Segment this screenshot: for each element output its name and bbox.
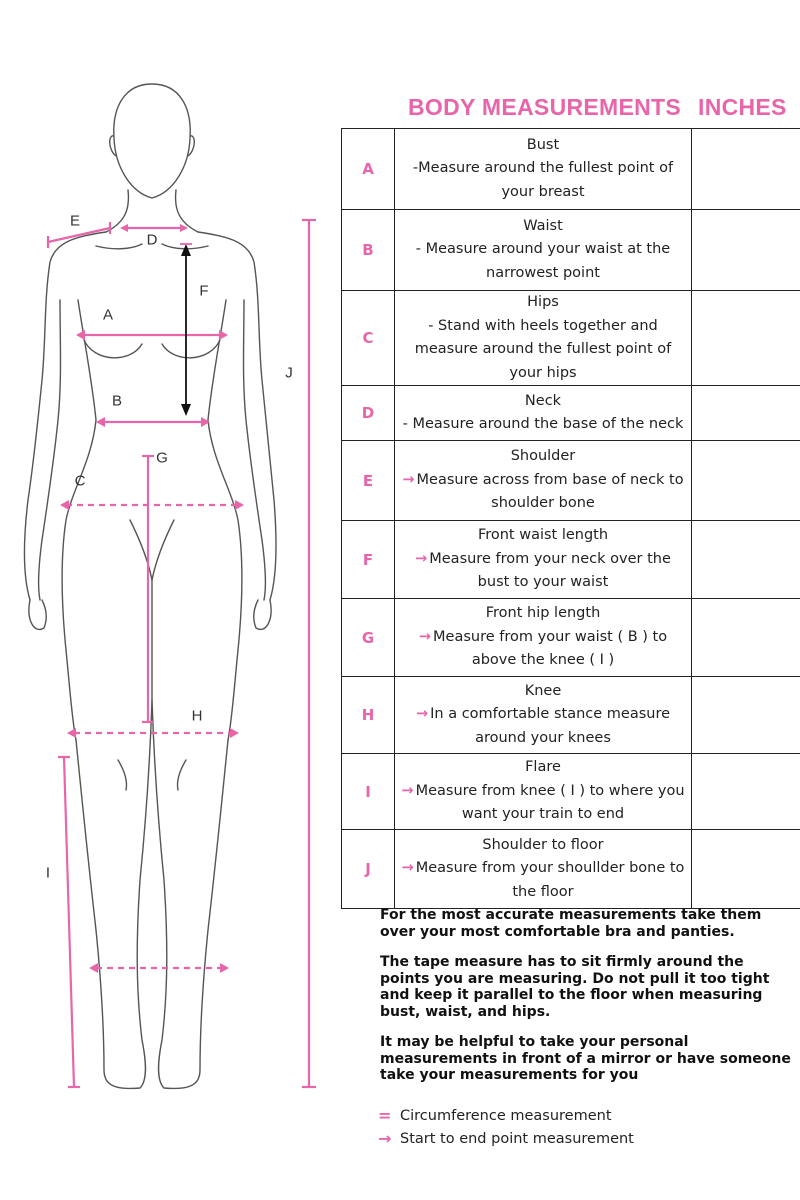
label-e: E: [69, 212, 81, 230]
arrow-icon: →: [402, 471, 415, 488]
row-letter: B: [342, 210, 395, 291]
row-text: → Measure across from base of neck to shoulder bone: [402, 471, 684, 512]
label-b: B: [111, 392, 123, 410]
note-paragraph: The tape measure has to sit firmly around the points you are measuring. Do not pull it too tight and keep it parallel to the floor when measuring bust, waist, and hips.: [380, 954, 770, 1020]
table-row: [342, 677, 800, 754]
label-g: G: [156, 449, 168, 467]
row-description: [395, 754, 692, 830]
arrow-icon: →: [401, 860, 414, 877]
row-letter: C: [342, 291, 395, 386]
table-row: [342, 441, 800, 521]
inches-cell[interactable]: [692, 291, 800, 386]
row-text: → Measure from your neck over the bust to your waist: [415, 550, 671, 591]
equals-icon: =: [378, 1106, 392, 1125]
row-description: [395, 830, 692, 909]
arrow-right-icon: →: [378, 1129, 392, 1148]
row-text: - Stand with heels together and measure around the fullest point of your hips: [414, 317, 672, 381]
note-paragraph: For the most accurate measurements take them over your most comfortable bra and panties.: [380, 907, 762, 940]
row-text: → Measure from your shoullder bone to the floor: [401, 860, 685, 900]
row-description: [395, 677, 692, 754]
row-text: - Measure around the base of the neck: [402, 416, 684, 432]
inches-cell[interactable]: [692, 830, 800, 909]
row-letter: G: [342, 599, 395, 677]
row-title: Bust: [526, 136, 560, 153]
row-description: [395, 210, 692, 291]
body-figure: [0, 0, 340, 1200]
shoulder-line: [48, 228, 110, 242]
front-waist-arrow: [180, 244, 192, 416]
label-c: C: [74, 472, 86, 490]
inches-cell[interactable]: [692, 129, 800, 210]
row-letter: I: [342, 754, 395, 830]
row-letter: H: [342, 677, 395, 754]
row-description: [395, 129, 692, 210]
legend: [378, 1104, 634, 1150]
row-title: Front waist length: [477, 527, 609, 544]
inches-cell[interactable]: [692, 521, 800, 599]
row-title: Front hip length: [485, 605, 601, 622]
row-text: → In a comfortable stance measure around your knees: [415, 706, 671, 746]
row-letter: A: [342, 129, 395, 210]
label-d: D: [146, 231, 158, 249]
row-letter: F: [342, 521, 395, 599]
inches-cell[interactable]: [692, 754, 800, 830]
row-description: [395, 599, 692, 677]
table-row: [342, 210, 800, 291]
inches-cell[interactable]: [692, 210, 800, 291]
row-text: → Measure from knee ( I ) to where you want your train to end: [401, 782, 685, 823]
legend-circumference: [378, 1104, 634, 1127]
legend-start-end-label: Start to end point measurement: [400, 1130, 634, 1147]
inches-cell[interactable]: [692, 386, 800, 441]
body-outline-svg: [0, 0, 340, 1200]
row-description: [395, 291, 692, 386]
row-letter: J: [342, 830, 395, 909]
label-i: I: [45, 864, 51, 882]
row-title: Waist: [523, 217, 563, 234]
arrow-icon: →: [401, 782, 414, 799]
legend-circumference-label: Circumference measurement: [400, 1107, 612, 1124]
row-title: Flare: [525, 759, 561, 776]
measurements-table: [341, 128, 800, 909]
row-description: [395, 441, 692, 521]
table-row: [342, 521, 800, 599]
table-row: [342, 129, 800, 210]
row-title: Hips: [527, 294, 559, 310]
inches-header: INCHES: [698, 94, 787, 120]
note-paragraph: It may be helpful to take your personal measurements in front of a mirror or have someone take your measurements for you: [380, 1034, 791, 1083]
label-h: H: [191, 707, 203, 725]
row-title: Neck: [524, 392, 562, 409]
inches-cell[interactable]: [692, 599, 800, 677]
row-description: [395, 386, 692, 441]
row-letter: D: [342, 386, 395, 441]
table-row: [342, 754, 800, 830]
label-a: A: [102, 306, 114, 324]
legend-start-end: [378, 1127, 634, 1150]
row-text: -Measure around the fullest point of your breast: [412, 160, 674, 200]
flare-line: [64, 757, 74, 1087]
row-letter: E: [342, 441, 395, 521]
row-title: Knee: [524, 682, 562, 699]
row-description: [395, 521, 692, 599]
table-row: [342, 830, 800, 909]
arrow-icon: →: [415, 550, 428, 567]
table-row: [342, 291, 800, 386]
table-title: BODY MEASUREMENTS: [408, 94, 682, 120]
measurement-notes: [380, 907, 792, 1098]
row-title: Shoulder: [510, 448, 576, 465]
table-row: [342, 599, 800, 677]
inches-cell[interactable]: [692, 441, 800, 521]
label-f: F: [199, 282, 209, 300]
row-title: Shoulder to floor: [482, 836, 604, 853]
row-text: - Measure around your waist at the narrowest point: [415, 241, 671, 281]
label-j: J: [285, 364, 293, 382]
measure-lines: [45, 220, 316, 1087]
row-text: → Measure from your waist ( B ) to above the knee ( I ): [418, 628, 668, 669]
arrow-icon: →: [418, 628, 432, 645]
table-row: [342, 386, 800, 441]
arrow-icon: →: [415, 706, 429, 723]
inches-cell[interactable]: [692, 677, 800, 754]
